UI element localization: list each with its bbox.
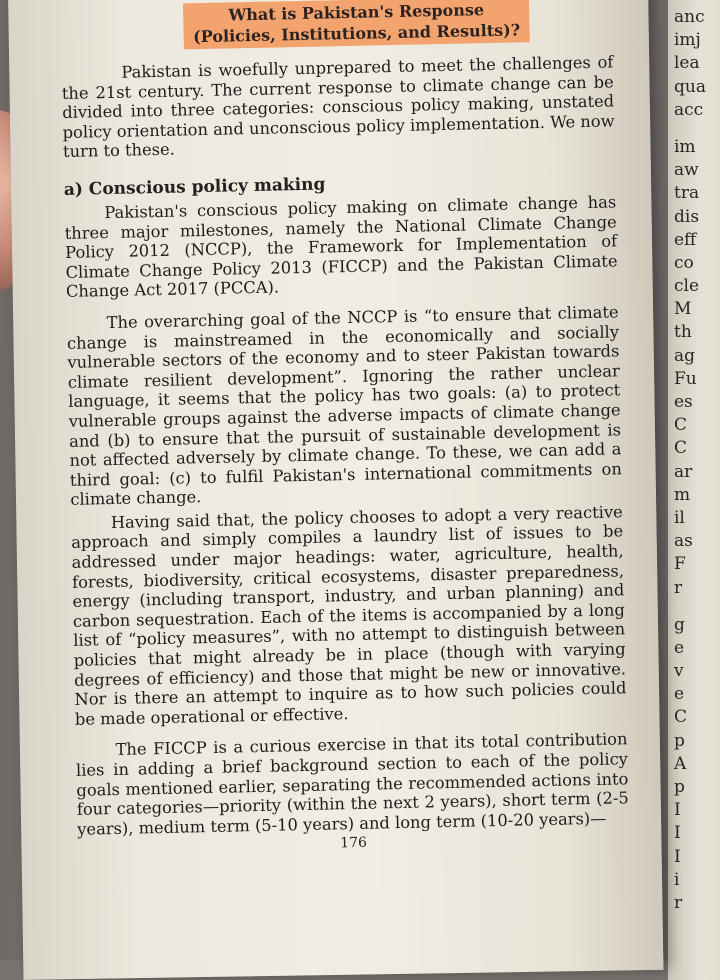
paragraph-reactive-approach: Having said that, the policy chooses to adopt a very reactive approach and simply compiles a laundry list of issues to be addressed under major headings: water, agriculture, health, forests, biodiversity, critical ecosystems, disaster preparedness, energy (including transport, industry, and urban planning) and carbon sequestration. Each of the items is accompanied by a long list of “policy measures”, with no attempt to distinguish between policies that might already be in place (though with varying degrees of efficiency) and those that might be new or innovative. Nor is there an attempt to inquire as to how such policies could be made operational or effective. <box>71 502 627 729</box>
facing-page-fragment: eff <box>674 229 697 250</box>
facing-page-fragment: imj <box>674 30 701 51</box>
facing-page-fragment: tra <box>674 183 700 204</box>
facing-page-fragment: p <box>674 777 685 797</box>
facing-page-fragment: i <box>674 869 680 890</box>
facing-page-fragment: anc <box>674 7 705 27</box>
facing-page-fragment: r <box>674 577 683 598</box>
facing-page-fragment: p <box>674 730 685 751</box>
facing-page-fragment: I <box>674 823 681 844</box>
page-number: 176 <box>340 835 368 852</box>
facing-page-fragment: co <box>674 252 694 273</box>
facing-page-fragment: r <box>674 892 683 913</box>
facing-page-fragment: lea <box>674 53 700 74</box>
facing-page-fragment <box>674 122 720 136</box>
facing-page <box>668 0 720 980</box>
facing-page-fragment: e <box>674 637 685 658</box>
facing-page-fragment: I <box>674 846 681 867</box>
facing-page-fragment: C <box>674 415 688 436</box>
facing-page-fragment: as <box>674 531 693 552</box>
facing-page-fragment: I <box>674 800 681 821</box>
facing-page-fragment: il <box>674 507 685 528</box>
facing-page-fragment: C <box>674 438 688 459</box>
facing-page-fragment: v <box>674 661 684 682</box>
facing-page-fragment: qua <box>674 76 706 97</box>
section-title: a) Conscious policy making <box>63 174 326 200</box>
facing-page-fragment: C <box>674 707 688 728</box>
highlighted-heading <box>182 0 530 49</box>
facing-page-fragment: ag <box>674 345 696 366</box>
paragraph-ficcp: The FICCP is a curious exercise in that its total contribution lies in adding a brief background section to each of the policy goals mentioned earlier, separating the recommended actions into four categories—priority (within the next 2 years), short term (2-5 years), medium term (5-10 years) and long term (10-20 years)— <box>75 729 629 839</box>
facing-page-fragment: g <box>674 614 685 635</box>
page-content <box>60 0 632 966</box>
paragraph-milestones: Pakistan's conscious policy making on climate change has three major milestones, namely the National Climate Change Policy 2012 (NCCP), the Framework for Implementation of Climate Change Policy 2013 (FICCP) and the Pakistan Climate Change Act 2017 (PCCA). <box>64 192 618 302</box>
facing-page-text <box>674 6 720 915</box>
facing-page-fragment: cle <box>674 276 700 297</box>
facing-page-fragment: A <box>674 753 687 774</box>
facing-page-fragment: im <box>674 136 696 157</box>
facing-page-fragment: m <box>674 484 691 505</box>
facing-page-fragment: M <box>674 299 692 320</box>
facing-page-fragment: dis <box>674 206 700 227</box>
heading-block <box>100 0 613 51</box>
facing-page-fragment: aw <box>674 160 699 181</box>
facing-page-fragment: acc <box>674 99 704 120</box>
intro-paragraph: Pakistan is woefully unprepared to meet the challenges of the 21st century. The current response to climate change can be divided into three categories: conscious policy making, unstated policy orientation and unconscious policy implementation. We now turn to these. <box>61 52 615 162</box>
facing-page-fragment: es <box>674 392 693 412</box>
facing-page-fragment: th <box>674 322 692 343</box>
facing-page-fragment: Fu <box>674 368 697 389</box>
facing-page-fragment: ar <box>674 461 693 482</box>
facing-page-fragment: e <box>674 684 685 705</box>
heading-line-1: What is Pakistan's Response <box>228 0 485 25</box>
facing-page-fragment: F <box>674 554 686 575</box>
heading-line-2: (Policies, Institutions, and Results)? <box>192 20 521 47</box>
facing-page-fragment <box>674 600 720 614</box>
paragraph-nccp-goal: The overarching goal of the NCCP is “to ensure that climate change is mainstreamed in the economically and socially vulnerable sectors of the economy and to steer Pakistan towards climate resilient development”. Ignoring the rather unclear language, it seems that the policy has two goals: (a) to protect vulnerable groups against the adverse impacts of climate change and (b) to ensure that the pursuit of sustainable development is not affected adversely by climate change. To these, we can add a third goal: (c) to fulfil Pakistan's international commitments on climate change. <box>66 302 623 510</box>
